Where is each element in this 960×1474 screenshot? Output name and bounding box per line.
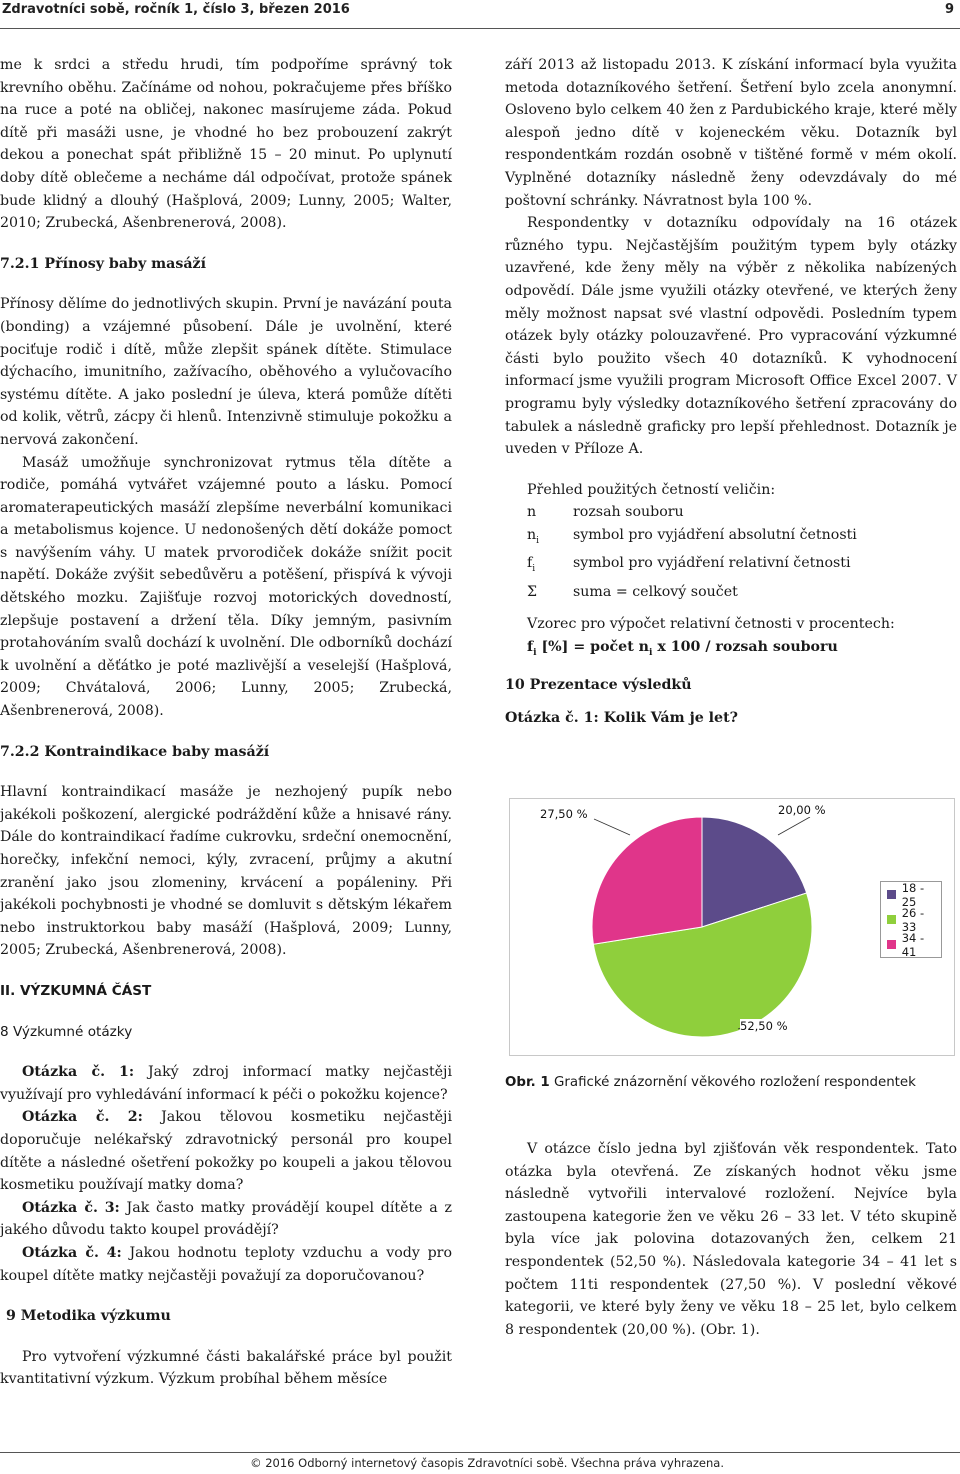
- paragraph: Pro vytvoření výzkumné části bakalářské práce byl použit kvantitativní výzkum. Výzkum probíhal během měsíce: [0, 1348, 452, 1388]
- symbol: [527, 552, 573, 580]
- pie-label-34-41: 27,50 %: [540, 807, 588, 821]
- question-number: 4:: [106, 1244, 122, 1261]
- symbol-char: Σ: [527, 583, 538, 600]
- symbol-description: rozsah souboru: [573, 504, 684, 521]
- paragraph: Hlavní kontraindikací masáže je nezhojený pupík nebo jakékoli poškození, alergické podráždění kůže a hnisavé rány. Dále do kontraindikací řadíme cukrovku, srdeční onemocnění, horečky, infekční nemoci, kýly, zvracení, průjmy a akutní zranění jako jsou zlomeniny, krvácení a popáleniny. Při jakékoli pochybnosti je vhodné se domluvit s dětským lékařem nebo instruktorkou baby masáží (Hašplová, 2009; Lunny, 2005; Zrubecká, Ašenbrenerová, 2008).: [0, 784, 452, 959]
- question-number: 3:: [104, 1199, 120, 1216]
- question-label: Otázka č.: [22, 1244, 99, 1261]
- pie-leader-line: [594, 819, 630, 835]
- symbol: [527, 581, 573, 604]
- caption-text: Grafické znázornění věkového rozložení respondentek: [549, 1075, 916, 1090]
- paragraph: V otázce číslo jedna byl zjišťován věk respondentek. Tato otázka byla otevřená. Ze získaných hodnot věku jsme následně vytvořili intervalové rozložení. Nejvíce byla zastoupena kategorie žen ve věku 26 – 33 let. V této skupině byla více jak polovina dotazovaných žen, celkem 21 respondentek (52,50 %). Následovala kategorie 34 – 41 let s počtem 11ti respondentek (27,50 %). V poslední věkové kategorii, ve které byly ženy ve věku 18 – 25 let, bylo celkem 8 respondentek (20,00 %). (Obr. 1).: [505, 1141, 957, 1338]
- symbol-row: [505, 552, 957, 580]
- formula-part: x 100 / rozsah souboru: [652, 638, 838, 655]
- legend-label: 18 - 25: [901, 880, 925, 909]
- section-heading-7-2-1: 7.2.1 Přínosy baby masáží: [0, 255, 206, 272]
- legend-item: [881, 932, 941, 957]
- research-question-2: [0, 1106, 452, 1196]
- symbol-char: n: [527, 526, 537, 543]
- paragraph: me k srdci a středu hrudi, tím podpoříme správný tok krevního oběhu. Začínáme od nohou, pokračujeme přes bříško na ruce a poté na obličej, nakonec masírujeme záda. Pokud dítě při masáži usne, je vhodné ho bez probouzení zakrýt dekou a ponechat spát přibližně 15 – 20 minut. Po uplynutí doby dítě oblečeme a necháme dál odpočívat, protože spánek bude klidný a dlouhý (Hašplová, 2009; Lunny, 2005; Walter, 2010; Zrubecká, Ašenbrenerová, 2008).: [0, 57, 452, 232]
- chart-legend: [880, 881, 942, 958]
- question-text: Jak často matky provádějí koupel dítěte a z jakého důvodu takto koupel provádějí?: [0, 1199, 452, 1239]
- symbol-row: [505, 581, 957, 604]
- paragraph: Masáž umožňuje synchronizovat rytmus těla dítěte a rodiče, pomáhá vytvářet vzájemné pouto a lásku. Pomocí aromaterapeutických masáží zlepšíme neverbální komunikaci a metabolismus kojence. U nedonošených dětí dokáže pomoct s navýšením váhy. U matek prvorodiček dokáže snížit pocit napětí. Dokáže zvýšit sebedůvěru a potěšení, přispívá k vývoji dětského mozku. Zajišťuje rozvoj motorických dovedností, zlepšuje postavení a držení těla. Díky jemným, pasivním protahováním svalů dochází k uvolnění. Dle odborníků dochází k uvolnění a děťátko je poté mazlivější a veselejší (Hašplová, 2009; Chvátalová, 2006; Lunny, 2005; Zrubecká, Ašenbrenerová, 2008).: [0, 454, 452, 720]
- paragraph: Respondentky v dotazníku odpovídaly na 16 otázek různého typu. Nejčastějším použitým typem byly otázky uzavřené, kde ženy měly na výběr z několika nabízených odpovědí. Dále jsme využili otázky otevřené, ve kterých ženy měly možnost napsat své vlastní odpovědi. Posledním typem otázek byly otázky polouzavřené. Pro vypracování výzkumné části bylo použito všech 40 dotazníků. K vyhodnocení informací jsme využili program Microsoft Office Excel 2007. V programu byly výsledky dotazníkového šetření zpracovány do tabulek a následně graficky pro lepší přehlednost. Dotazník je uveden v Příloze A.: [505, 215, 957, 458]
- symbol: [527, 524, 573, 552]
- legend-label: 26 - 33: [901, 905, 925, 934]
- question-number: 1:: [118, 1064, 135, 1081]
- question-heading: Otázka č. 1: Kolik Vám je let?: [505, 709, 738, 726]
- part-heading: II. VÝZKUMNÁ ČÁST: [0, 982, 152, 999]
- right-column-bottom: [505, 1138, 957, 1341]
- page-header: [0, 0, 960, 28]
- research-question-1: [0, 1061, 452, 1106]
- pie-label-26-33: 52,50 %: [740, 1019, 788, 1033]
- age-pie-chart: [509, 798, 955, 1056]
- symbol-subscript: i: [532, 564, 536, 575]
- symbol-char: f: [527, 555, 533, 572]
- journal-title: Zdravotníci sobě, ročník 1, číslo 3, březen 2016: [2, 2, 350, 17]
- question-text: Jakou hodnotu teploty vzduchu a vody pro koupel dítěte matky nejčastěji považují za doporučovanou?: [0, 1244, 452, 1284]
- section-heading-8: 8 Výzkumné otázky: [0, 1023, 133, 1040]
- paragraph: září 2013 až listopadu 2013. K získání informací byla využita metoda dotazníkového šetření. Šetření bylo zcela anonymní. Osloveno bylo celkem 40 žen z Pardubického kraje, které měly alespoň jedno dítě v kojeneckém věku. Dotazník byl respondentkám rozdán osobně v tištěné formě v mém okolí. Vyplněné dotazníky následně ženy odevzdávaly do mé poštovní schránky. Návratnost byla 100 %.: [505, 57, 957, 209]
- research-question-4: [0, 1242, 452, 1287]
- symbol-char: n: [527, 504, 537, 521]
- formula-symbol: f: [527, 638, 534, 655]
- formula-part: [%] = počet n: [536, 638, 649, 655]
- symbol-description: suma = celkový součet: [573, 583, 738, 600]
- symbol-row: [505, 524, 957, 552]
- symbols-list: [505, 501, 957, 603]
- research-question-3: [0, 1197, 452, 1242]
- paragraph: Přínosy dělíme do jednotlivých skupin. První je navázání pouta (bonding) a vzájemné působení. Dále je uvolnění, které pociťuje rodič i dítě, může zlepšit spánek dítěte. Stimulace dýchacího, imunitního, zažívacího, oběhového a vylučovacího systému dítěte. A jako poslední je úleva, která pomůže dítěti od kolik, větrů, zácpy či hlenů. Intenzivně stimuluje pokožku a nervová zakončení.: [0, 296, 452, 448]
- legend-item: [881, 907, 941, 932]
- pie-label-18-25: 20,00 %: [778, 803, 826, 817]
- formula-subscript: i: [649, 647, 653, 658]
- question-number: 2:: [127, 1109, 143, 1126]
- symbol-subscript: i: [536, 535, 540, 546]
- pie-slice-34-41: [592, 817, 702, 944]
- symbol-row: [505, 501, 957, 524]
- legend-item: [881, 882, 941, 907]
- formula: [505, 636, 957, 664]
- pie-leader-line: [778, 817, 810, 835]
- caption-label: Obr. 1: [505, 1075, 550, 1090]
- legend-swatch: [887, 940, 896, 949]
- figure-caption: [505, 1072, 957, 1094]
- symbol-description: symbol pro vyjádření relativní četnosti: [573, 555, 851, 572]
- legend-label: 34 - 41: [901, 930, 925, 959]
- section-heading-7-2-2: 7.2.2 Kontraindikace baby masáží: [0, 743, 270, 760]
- footer-rule: [0, 1452, 960, 1453]
- page-number: 9: [944, 2, 954, 17]
- left-column: [0, 54, 452, 1391]
- question-label: Otázka č.: [22, 1064, 106, 1081]
- section-heading-10: 10 Prezentace výsledků: [505, 677, 692, 694]
- formula-subscript: i: [533, 647, 537, 658]
- copyright: © 2016 Odborný internetový časopis Zdravotníci sobě. Všechna práva vyhrazena.: [250, 1456, 724, 1470]
- right-column: [505, 54, 957, 730]
- symbol: [527, 501, 573, 524]
- formula-title: Vzorec pro výpočet relativní četnosti v procentech:: [527, 616, 895, 633]
- header-rule: [0, 28, 960, 29]
- question-text: Jaký zdroj informací matky nejčastěji využívají pro vyhledávání informací k péči o pokožku kojence?: [0, 1064, 452, 1103]
- legend-swatch: [887, 890, 896, 899]
- symbols-title: Přehled použitých četností veličin:: [527, 481, 776, 498]
- question-label: Otázka č.: [22, 1109, 110, 1126]
- symbol-description: symbol pro vyjádření absolutní četnosti: [573, 526, 857, 543]
- section-heading-9: 9 Metodika výzkumu: [6, 1308, 171, 1325]
- question-label: Otázka č.: [22, 1199, 98, 1216]
- legend-swatch: [887, 915, 896, 924]
- question-text: Jakou tělovou kosmetiku nejčastěji doporučuje nelékařský zdravotnický personál pro koupel dítěte a následné ošetření pokožky po koupeli a jakou tělovou kosmetiku používají matky doma?: [0, 1109, 452, 1194]
- page-footer: [0, 1452, 960, 1474]
